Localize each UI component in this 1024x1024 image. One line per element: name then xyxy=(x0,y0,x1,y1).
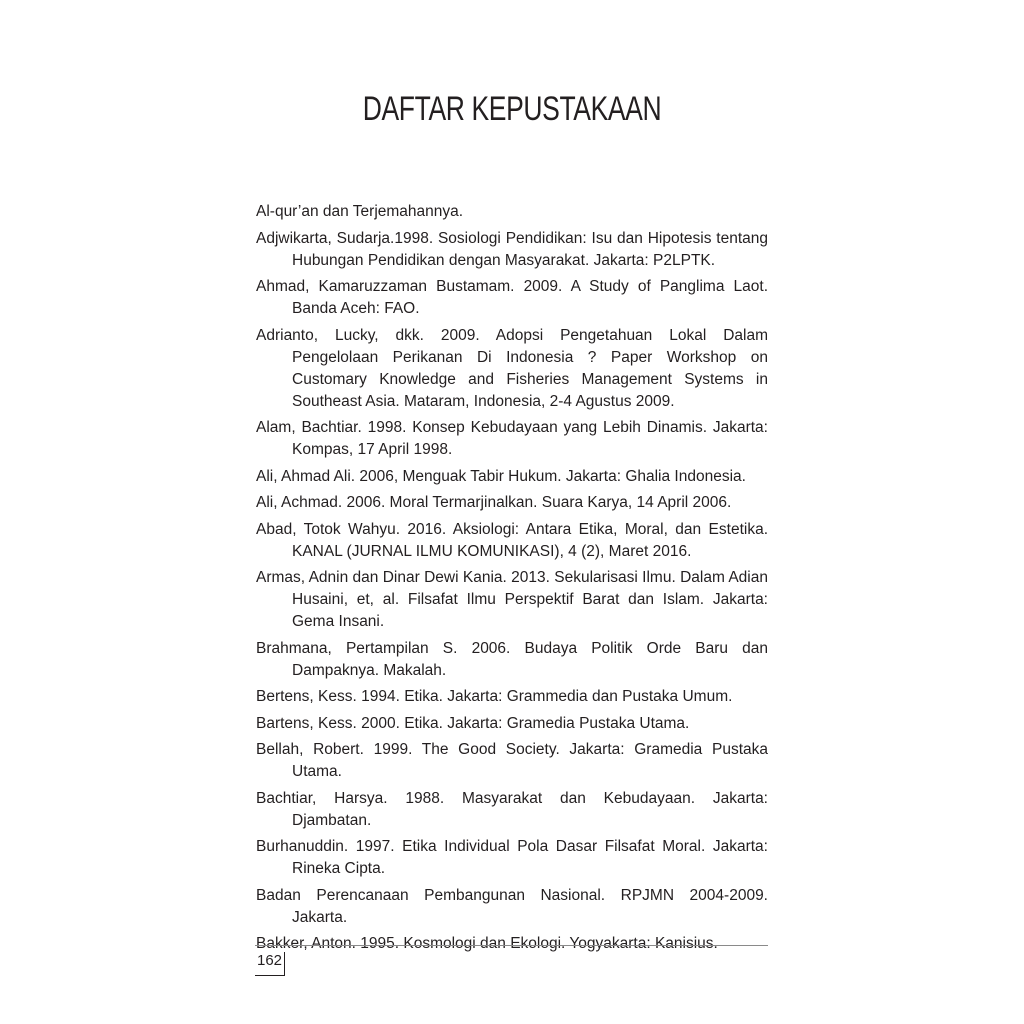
bibliography-entry: Bellah, Robert. 1999. The Good Society. Jakarta: Gramedia Pustaka Utama. xyxy=(256,741,768,780)
page-number-box xyxy=(255,952,285,976)
bibliography-entry: Bartens, Kess. 2000. Etika. Jakarta: Gramedia Pustaka Utama. xyxy=(256,714,690,732)
bibliography-entry: Bertens, Kess. 1994. Etika. Jakarta: Grammedia dan Pustaka Umum. xyxy=(256,688,733,705)
page-title: DAFTAR KEPUSTAKAAN xyxy=(362,90,662,128)
bibliography-entry: Abad, Totok Wahyu. 2016. Aksiologi: Antara Etika, Moral, dan Estetika. KANAL (JURNAL ILMU KOMUNIKASI), 4 (2), Maret 2016. xyxy=(256,520,768,560)
bibliography-entry: Ali, Achmad. 2006. Moral Termarjinalkan. Suara Karya, 14 April 2006. xyxy=(256,494,732,511)
bibliography-entry: Ali, Ahmad Ali. 2006, Menguak Tabir Hukum. Jakarta: Ghalia Indonesia. xyxy=(256,467,746,485)
page-number: 162 xyxy=(257,952,283,969)
bibliography-entry: Al-qur’an dan Terjemahannya. xyxy=(256,203,464,220)
bibliography-entry: Ahmad, Kamaruzzaman Bustamam. 2009. A Study of Panglima Laot. Banda Aceh: FAO. xyxy=(256,278,768,317)
bibliography-entry: Bachtiar, Harsya. 1988. Masyarakat dan Kebudayaan. Jakarta: Djambatan. xyxy=(256,789,768,829)
bibliography-entry: Burhanuddin. 1997. Etika Individual Pola Dasar Filsafat Moral. Jakarta: Rineka Cipta. xyxy=(256,838,768,877)
bibliography-entry: Alam, Bachtiar. 1998. Konsep Kebudayaan yang Lebih Dinamis. Jakarta: Kompas, 17 April 1998. xyxy=(256,419,768,458)
bibliography-entry: Armas, Adnin dan Dinar Dewi Kania. 2013. Sekularisasi Ilmu. Dalam Adian Husaini, et, al. Filsafat Ilmu Perspektif Barat dan Islam. Jakarta: Gema Insani. xyxy=(256,569,768,630)
bibliography-list xyxy=(256,201,768,960)
bibliography-entry: Brahmana, Pertampilan S. 2006. Budaya Politik Orde Baru dan Dampaknya. Makalah. xyxy=(256,639,768,679)
footer-rule xyxy=(255,945,768,946)
bibliography-entry: Badan Perencanaan Pembangunan Nasional. RPJMN 2004-2009. Jakarta. xyxy=(256,886,768,926)
bibliography-entry: Adjwikarta, Sudarja.1998. Sosiologi Pendidikan: Isu dan Hipotesis tentang Hubungan Pendidikan dengan Masyarakat. Jakarta: P2LPTK. xyxy=(256,229,768,269)
bibliography-entry: Adrianto, Lucky, dkk. 2009. Adopsi Pengetahuan Lokal Dalam Pengelolaan Perikanan Di Indonesia ? Paper Workshop on Customary Knowledge and Fisheries Management Systems in Southeast Asia. Mataram, Indonesia, 2-4 Agustus 2009. xyxy=(256,326,768,410)
bibliography-entry: Bakker, Anton. 1995. Kosmologi dan Ekologi. Yogyakarta: Kanisius. xyxy=(256,935,718,952)
